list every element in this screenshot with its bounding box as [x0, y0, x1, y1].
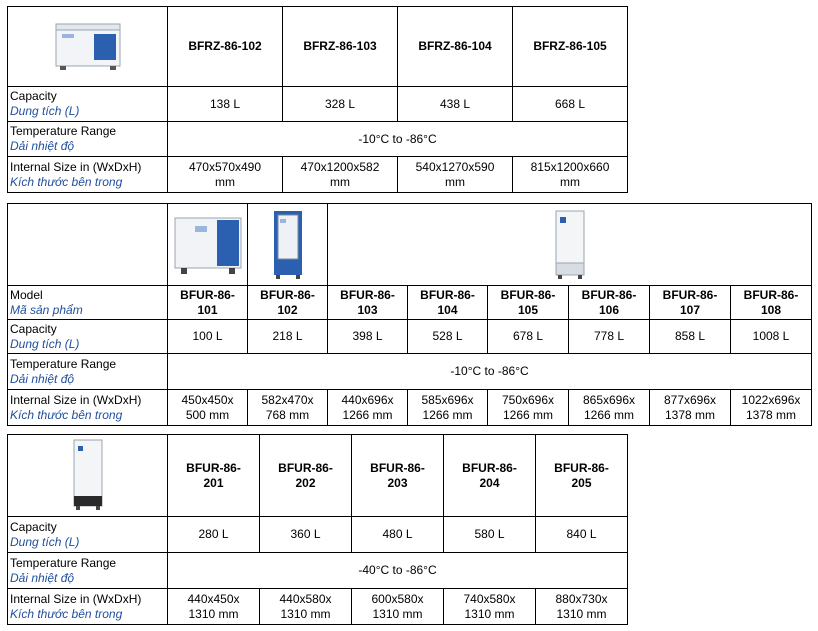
benchtop-freezer-image: [171, 212, 245, 278]
model-name: BFUR-86- 105: [488, 286, 569, 320]
capacity-label: Capacity Dung tích (L): [8, 517, 168, 553]
model-name: BFUR-86- 203: [352, 435, 444, 517]
capacity-value: 218 L: [248, 320, 328, 354]
product-image-cell: [168, 204, 248, 286]
model-name: BFUR-86- 205: [536, 435, 628, 517]
capacity-value: 528 L: [408, 320, 488, 354]
model-name: BFUR-86- 202: [260, 435, 352, 517]
internal-size-value: 740x580x 1310 mm: [444, 589, 536, 625]
internal-size-value: 880x730x 1310 mm: [536, 589, 628, 625]
internal-size-value: 540x1270x590 mm: [398, 157, 513, 193]
capacity-value: 678 L: [488, 320, 569, 354]
internal-size-value: 440x696x 1266 mm: [328, 390, 408, 426]
internal-size-value: 582x470x 768 mm: [248, 390, 328, 426]
capacity-label: Capacity Dung tích (L): [8, 320, 168, 354]
internal-size-value: 600x580x 1310 mm: [352, 589, 444, 625]
capacity-value: 1008 L: [731, 320, 812, 354]
internal-size-value: 877x696x 1378 mm: [650, 390, 731, 426]
spec-table-chest-freezers: [7, 6, 628, 193]
product-image-cell: [328, 204, 812, 286]
internal-size-value: 470x570x490 mm: [168, 157, 283, 193]
temperature-label: Temperature Range Dải nhiệt độ: [8, 553, 168, 589]
product-image-cell: [8, 7, 168, 87]
capacity-value: 280 L: [168, 517, 260, 553]
capacity-value: 360 L: [260, 517, 352, 553]
model-name: BFRZ-86-102: [168, 7, 283, 87]
internal-size-value: 470x1200x582 mm: [283, 157, 398, 193]
internal-size-value: 1022x696x 1378 mm: [731, 390, 812, 426]
model-name: BFUR-86- 204: [444, 435, 536, 517]
model-name: BFUR-86- 102: [248, 286, 328, 320]
spec-table-upright-100-series: [7, 203, 812, 426]
capacity-value: 778 L: [569, 320, 650, 354]
capacity-value: 858 L: [650, 320, 731, 354]
capacity-value: 398 L: [328, 320, 408, 354]
capacity-value: 438 L: [398, 87, 513, 122]
capacity-value: 840 L: [536, 517, 628, 553]
upright-freezer-image: [270, 209, 306, 281]
chest-freezer-image: [54, 20, 122, 74]
internal-size-value: 440x580x 1310 mm: [260, 589, 352, 625]
capacity-value: 580 L: [444, 517, 536, 553]
internal-size-value: 585x696x 1266 mm: [408, 390, 488, 426]
internal-size-value: 440x450x 1310 mm: [168, 589, 260, 625]
model-label: Model Mã sản phẩm: [8, 286, 168, 320]
capacity-label: Capacity Dung tích (L): [8, 87, 168, 122]
temperature-label: Temperature Range Dải nhiệt độ: [8, 122, 168, 157]
model-name: BFUR-86- 108: [731, 286, 812, 320]
capacity-value: 480 L: [352, 517, 444, 553]
capacity-value: 138 L: [168, 87, 283, 122]
internal-size-value: 450x450x 500 mm: [168, 390, 248, 426]
temperature-label: Temperature Range Dải nhiệt độ: [8, 354, 168, 390]
product-image-cell: [8, 435, 168, 517]
model-name: BFUR-86- 106: [569, 286, 650, 320]
upright-freezer-image: [552, 209, 588, 281]
temperature-value: -10°C to -86°C: [168, 354, 812, 390]
internal-size-value: 815x1200x660 mm: [513, 157, 628, 193]
internal-size-label: Internal Size in (WxDxH) Kích thước bên trong: [8, 390, 168, 426]
internal-size-label: Internal Size in (WxDxH) Kích thước bên trong: [8, 589, 168, 625]
capacity-value: 100 L: [168, 320, 248, 354]
spec-table-upright-200-series: [7, 434, 628, 625]
internal-size-value: 750x696x 1266 mm: [488, 390, 569, 426]
temperature-value: -10°C to -86°C: [168, 122, 628, 157]
capacity-value: 328 L: [283, 87, 398, 122]
model-name: BFRZ-86-104: [398, 7, 513, 87]
temperature-value: -40°C to -86°C: [168, 553, 628, 589]
model-name: BFUR-86- 103: [328, 286, 408, 320]
model-name: BFRZ-86-103: [283, 7, 398, 87]
internal-size-value: 865x696x 1266 mm: [569, 390, 650, 426]
product-image-cell: [248, 204, 328, 286]
model-name: BFUR-86- 107: [650, 286, 731, 320]
model-name: BFRZ-86-105: [513, 7, 628, 87]
model-name: BFUR-86- 101: [168, 286, 248, 320]
internal-size-label: Internal Size in (WxDxH) Kích thước bên trong: [8, 157, 168, 193]
model-name: BFUR-86- 104: [408, 286, 488, 320]
capacity-value: 668 L: [513, 87, 628, 122]
upright-freezer-image: [70, 438, 106, 514]
model-name: BFUR-86- 201: [168, 435, 260, 517]
